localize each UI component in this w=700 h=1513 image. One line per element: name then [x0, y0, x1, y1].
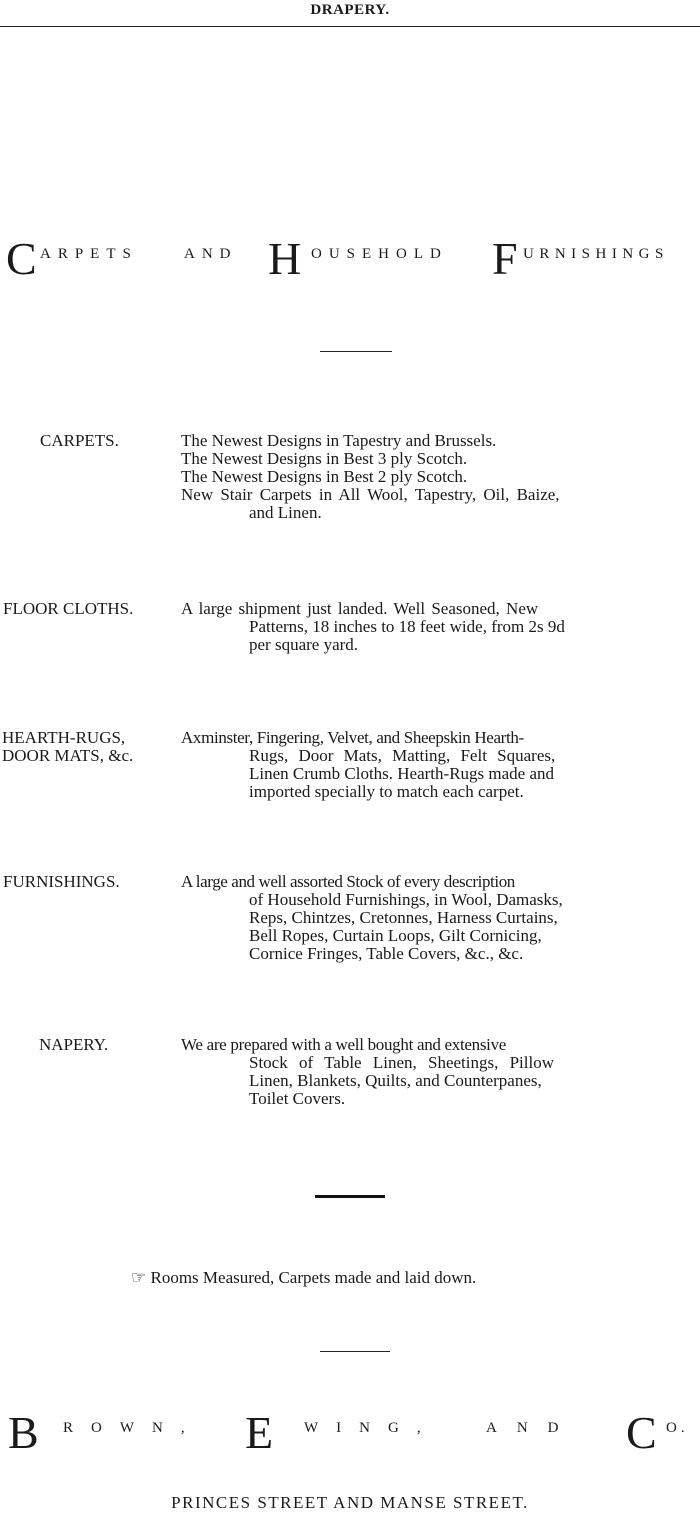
carpets-line: The Newest Designs in Best 2 ply Scotch.: [181, 467, 468, 486]
section-label-floor-cloths: FLOOR CLOTHS.: [3, 599, 134, 618]
section-body-floor-cloths: [181, 600, 651, 654]
title-word-and: AND: [184, 246, 238, 262]
carpets-line: and Linen.: [249, 503, 322, 522]
main-title: [6, 233, 700, 296]
title-word-household: OUSEHOLD: [311, 246, 448, 262]
title-word-furnishings: URNISHINGS: [523, 246, 669, 262]
floor-cloths-line: A large shipment just landed. Well Seasoned, New: [181, 599, 539, 618]
notice-line: [131, 1268, 476, 1288]
page-header: DRAPERY.: [310, 2, 390, 18]
hearth-rugs-line: Linen Crumb Cloths. Hearth-Rugs made and: [249, 764, 555, 783]
title-initial-f: F: [492, 233, 518, 284]
hearth-rugs-label-line: DOOR MATS, &c.: [2, 746, 134, 765]
section-label-carpets: CARPETS.: [40, 431, 119, 450]
section-label-hearth-rugs: [2, 729, 133, 765]
floor-cloths-line: per square yard.: [249, 635, 359, 654]
carpets-line: The Newest Designs in Best 3 ply Scotch.: [181, 449, 468, 468]
pointing-hand-icon: ☞: [131, 1268, 147, 1287]
title-word-carpets: ARPETS: [40, 246, 138, 262]
section-body-napery: [181, 1036, 651, 1108]
furnishings-line: Cornice Fringes, Table Covers, &c., &c.: [249, 944, 524, 963]
napery-line: Toilet Covers.: [249, 1089, 346, 1108]
firm-word-ewing: WING,: [304, 1420, 439, 1436]
section-body-carpets: [181, 432, 651, 522]
firm-word-co: O.: [666, 1420, 689, 1436]
firm-word-brown: ROWN,: [63, 1420, 203, 1436]
furnishings-line: A large and well assorted Stock of every description: [181, 872, 515, 891]
header-rule: [0, 26, 700, 27]
section-label-furnishings: FURNISHINGS.: [3, 872, 120, 891]
firm-initial-c: C: [626, 1407, 657, 1458]
firm-word-and: AND: [486, 1420, 579, 1436]
floor-cloths-line: Patterns, 18 inches to 18 feet wide, from 2s 9d: [249, 617, 565, 636]
firm-name: [8, 1407, 700, 1470]
title-initial-c: C: [6, 233, 37, 284]
hearth-rugs-line: imported specially to match each carpet.: [249, 782, 524, 801]
title-initial-h: H: [268, 233, 302, 284]
section-body-hearth-rugs: [181, 729, 651, 801]
divider-3: [320, 1351, 390, 1352]
divider-2: [315, 1195, 385, 1198]
hearth-rugs-label-line: HEARTH-RUGS,: [2, 728, 126, 747]
furnishings-line: Reps, Chintzes, Cretonnes, Harness Curtains,: [249, 908, 558, 927]
notice-text: Rooms Measured, Carpets made and laid down.: [150, 1268, 477, 1287]
hearth-rugs-line: Axminster, Fingering, Velvet, and Sheepskin Hearth-: [181, 728, 524, 747]
hearth-rugs-line: Rugs, Door Mats, Matting, Felt Squares,: [249, 746, 556, 765]
firm-initial-e: E: [245, 1407, 274, 1458]
napery-line: We are prepared with a well bought and extensive: [181, 1035, 507, 1054]
furnishings-line: Bell Ropes, Curtain Loops, Gilt Cornicing,: [249, 926, 542, 945]
divider-1: [320, 351, 392, 352]
carpets-line: The Newest Designs in Tapestry and Brussels.: [181, 431, 497, 450]
section-label-napery: NAPERY.: [39, 1035, 109, 1054]
napery-line: Linen, Blankets, Quilts, and Counterpanes,: [249, 1071, 542, 1090]
napery-line: Stock of Table Linen, Sheetings, Pillow: [249, 1053, 554, 1072]
carpets-line: New Stair Carpets in All Wool, Tapestry, Oil, Baize,: [181, 485, 560, 504]
address: PRINCES STREET AND MANSE STREET.: [171, 1493, 529, 1512]
firm-initial-b: B: [8, 1407, 39, 1458]
furnishings-line: of Household Furnishings, in Wool, Damasks,: [249, 890, 563, 909]
section-body-furnishings: [181, 873, 651, 963]
